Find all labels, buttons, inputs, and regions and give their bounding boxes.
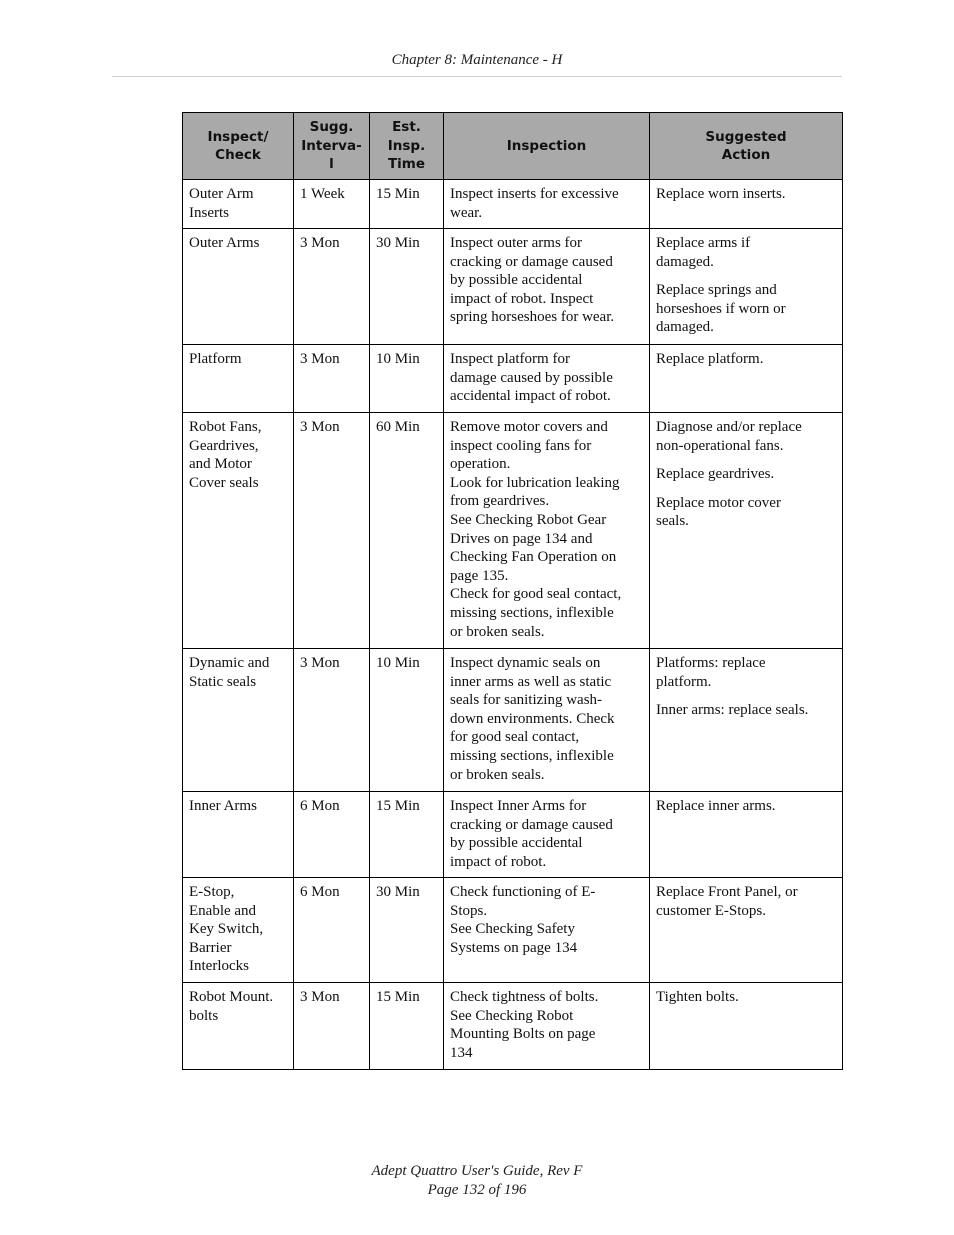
table-row [183,649,843,792]
cell-action-line: non-operational fans. [656,437,784,454]
cell-action [650,878,843,983]
cell-inspection-line: See Checking Safety [450,921,575,938]
cell-inspection-line: seals for sanitizing wash- [450,692,603,709]
table-row [183,878,843,983]
cell-action-line: Replace springs and [656,282,777,299]
cell-check-line: bolts [189,1007,219,1024]
cell-inspection-line: Inspect inserts for excessive [450,186,619,202]
cell-check-line: Cover seals [189,474,259,491]
column-header-line: Inspect/ [207,128,269,145]
cell-interval: 3 Mon [294,345,370,413]
cell-action-line: Replace worn inserts. [656,186,786,202]
header-divider [112,76,842,77]
cell-check [183,983,294,1070]
table-row [183,345,843,413]
action-paragraph [656,234,838,271]
cell-inspection-line: Checking Fan Operation on [450,549,617,566]
action-paragraph [656,185,838,204]
action-paragraph [656,654,838,691]
action-paragraph [656,494,838,531]
cell-inspection-line: Systems on page 134 [450,939,578,956]
cell-inspection-line: missing sections, inflexible [450,747,614,764]
cell-check-line: Barrier [189,939,232,956]
cell-inspection-line: wear. [450,204,483,221]
cell-interval: 6 Mon [294,878,370,983]
column-header-line: Inspection [506,137,587,154]
cell-inspection-line: inspect cooling fans for [450,437,592,454]
column-header-line: Est. [392,119,421,136]
cell-check-line: Interlocks [189,958,249,975]
cell-action-line: Diagnose and/or replace [656,419,802,435]
column-header-inspection [444,113,650,180]
page-header: Chapter 8: Maintenance - H [391,52,563,68]
cell-action-line: Replace Front Panel, or [656,884,798,900]
action-paragraph [656,418,838,455]
column-header-line: l [329,156,334,173]
action-paragraph [656,797,838,816]
cell-inspection-line: from geardrives. [450,493,550,510]
cell-check-line: E-Stop, [189,884,235,900]
cell-action-line: horseshoes if worn or [656,300,786,317]
cell-check [183,649,294,792]
cell-inspection [444,413,650,649]
cell-check-line: and Motor [189,456,252,473]
table-row [183,983,843,1070]
cell-time: 15 Min [370,983,444,1070]
footer-guide-title: Adept Quattro User's Guide, Rev F [371,1163,583,1179]
cell-time: 15 Min [370,180,444,229]
cell-inspection-line: spring horseshoes for wear. [450,309,615,326]
cell-action-line: Replace geardrives. [656,466,775,483]
cell-check-line: Outer Arms [189,235,260,251]
cell-check [183,878,294,983]
action-paragraph [656,465,838,484]
cell-inspection-line: 134 [450,1044,473,1061]
cell-action [650,229,843,345]
cell-inspection-line: for good seal contact, [450,729,580,746]
cell-time: 15 Min [370,792,444,878]
cell-interval: 3 Mon [294,649,370,792]
cell-interval: 3 Mon [294,983,370,1070]
cell-time: 10 Min [370,649,444,792]
cell-interval: 1 Week [294,180,370,229]
cell-check-line: Geardrives, [189,437,259,454]
cell-action-line: Replace motor cover [656,494,781,511]
cell-inspection-line: Inspect Inner Arms for [450,798,587,814]
cell-inspection-line: Check for good seal contact, [450,586,622,603]
cell-inspection-line: Check tightness of bolts. [450,989,599,1005]
cell-action [650,180,843,229]
table-row [183,229,843,345]
cell-inspection [444,649,650,792]
column-header-line: Insp. [387,137,426,154]
cell-interval: 3 Mon [294,229,370,345]
table-row [183,792,843,878]
cell-inspection-line: by possible accidental [450,835,583,852]
column-header-check [183,113,294,180]
cell-action [650,413,843,649]
cell-check-line: Dynamic and [189,655,270,671]
cell-inspection-line: cracking or damage caused [450,816,613,833]
table-row [183,180,843,229]
cell-check-line: Outer Arm [189,186,254,202]
cell-time: 30 Min [370,229,444,345]
cell-inspection-line: or broken seals. [450,623,545,640]
cell-inspection-line: page 135. [450,567,509,584]
cell-inspection [444,229,650,345]
cell-action-line: seals. [656,513,689,530]
cell-action [650,983,843,1070]
cell-action-line: customer E-Stops. [656,902,766,919]
cell-inspection-line: operation. [450,456,511,473]
cell-inspection-line: down environments. Check [450,710,615,727]
cell-inspection-line: See Checking Robot Gear [450,511,607,528]
column-header-interval [294,113,370,180]
cell-inspection-line: missing sections, inflexible [450,604,614,621]
table-row [183,413,843,649]
cell-check-line: Robot Mount. [189,989,274,1005]
action-paragraph [656,883,838,920]
cell-action-line: Tighten bolts. [656,989,739,1005]
cell-inspection-line: See Checking Robot [450,1007,574,1024]
cell-action-line: Inner arms: replace seals. [656,702,809,719]
cell-time: 30 Min [370,878,444,983]
cell-action-line: Platforms: replace [656,655,766,671]
cell-inspection-line: Drives on page 134 and [450,530,593,547]
column-header-line: Action [721,147,771,163]
cell-inspection-line: impact of robot. Inspect [450,290,594,307]
action-paragraph [656,988,838,1007]
cell-check [183,345,294,413]
cell-interval: 3 Mon [294,413,370,649]
cell-action [650,649,843,792]
cell-check-line: Robot Fans, [189,419,262,435]
cell-inspection [444,983,650,1070]
cell-check-line: Static seals [189,673,257,690]
column-header-line: Time [387,156,426,173]
cell-action [650,345,843,413]
cell-check-line: Platform [189,351,242,367]
table-header-row [183,113,843,180]
cell-inspection-line: Inspect outer arms for [450,235,583,251]
cell-inspection-line: or broken seals. [450,766,545,783]
cell-inspection-line: Inspect platform for [450,351,570,367]
cell-interval: 6 Mon [294,792,370,878]
cell-check [183,229,294,345]
cell-inspection-line: Mounting Bolts on page [450,1026,596,1043]
cell-inspection-line: Stops. [450,902,488,919]
cell-inspection-line: Remove motor covers and [450,419,608,435]
column-header-line: Check [215,147,261,163]
cell-time: 10 Min [370,345,444,413]
action-paragraph [656,701,838,720]
cell-check [183,413,294,649]
cell-inspection-line: Look for lubrication leaking [450,474,620,491]
action-paragraph [656,350,838,369]
page-footer [112,1162,842,1200]
cell-inspection-line: Check functioning of E- [450,884,596,900]
cell-inspection [444,180,650,229]
cell-inspection [444,345,650,413]
cell-inspection-line: damage caused by possible [450,369,613,386]
maintenance-table [182,112,843,1070]
cell-inspection [444,792,650,878]
cell-inspection-line: by possible accidental [450,272,583,289]
cell-action-line: Replace platform. [656,351,764,367]
cell-action-line: Replace arms if [656,235,751,251]
cell-check-line: Key Switch, [189,921,264,938]
footer-page-number: Page 132 of 196 [427,1182,527,1198]
cell-inspection-line: inner arms as well as static [450,673,612,690]
column-header-line: Sugg. [309,119,354,136]
cell-action-line: platform. [656,673,712,690]
action-paragraph [656,281,838,337]
cell-inspection-line: accidental impact of robot. [450,388,611,405]
cell-action-line: damaged. [656,253,714,270]
cell-check-line: Inserts [189,204,229,221]
cell-inspection-line: impact of robot. [450,853,547,870]
cell-check-line: Inner Arms [189,798,257,814]
column-header-action [650,113,843,180]
cell-check [183,792,294,878]
cell-inspection-line: cracking or damage caused [450,253,613,270]
cell-action [650,792,843,878]
cell-inspection-line: Inspect dynamic seals on [450,655,601,671]
cell-time: 60 Min [370,413,444,649]
column-header-line: Interva- [301,137,362,154]
cell-check-line: Enable and [189,902,257,919]
column-header-line: Suggested [705,128,787,145]
cell-action-line: Replace inner arms. [656,798,776,814]
column-header-time [370,113,444,180]
cell-check [183,180,294,229]
cell-action-line: damaged. [656,319,714,336]
cell-inspection [444,878,650,983]
